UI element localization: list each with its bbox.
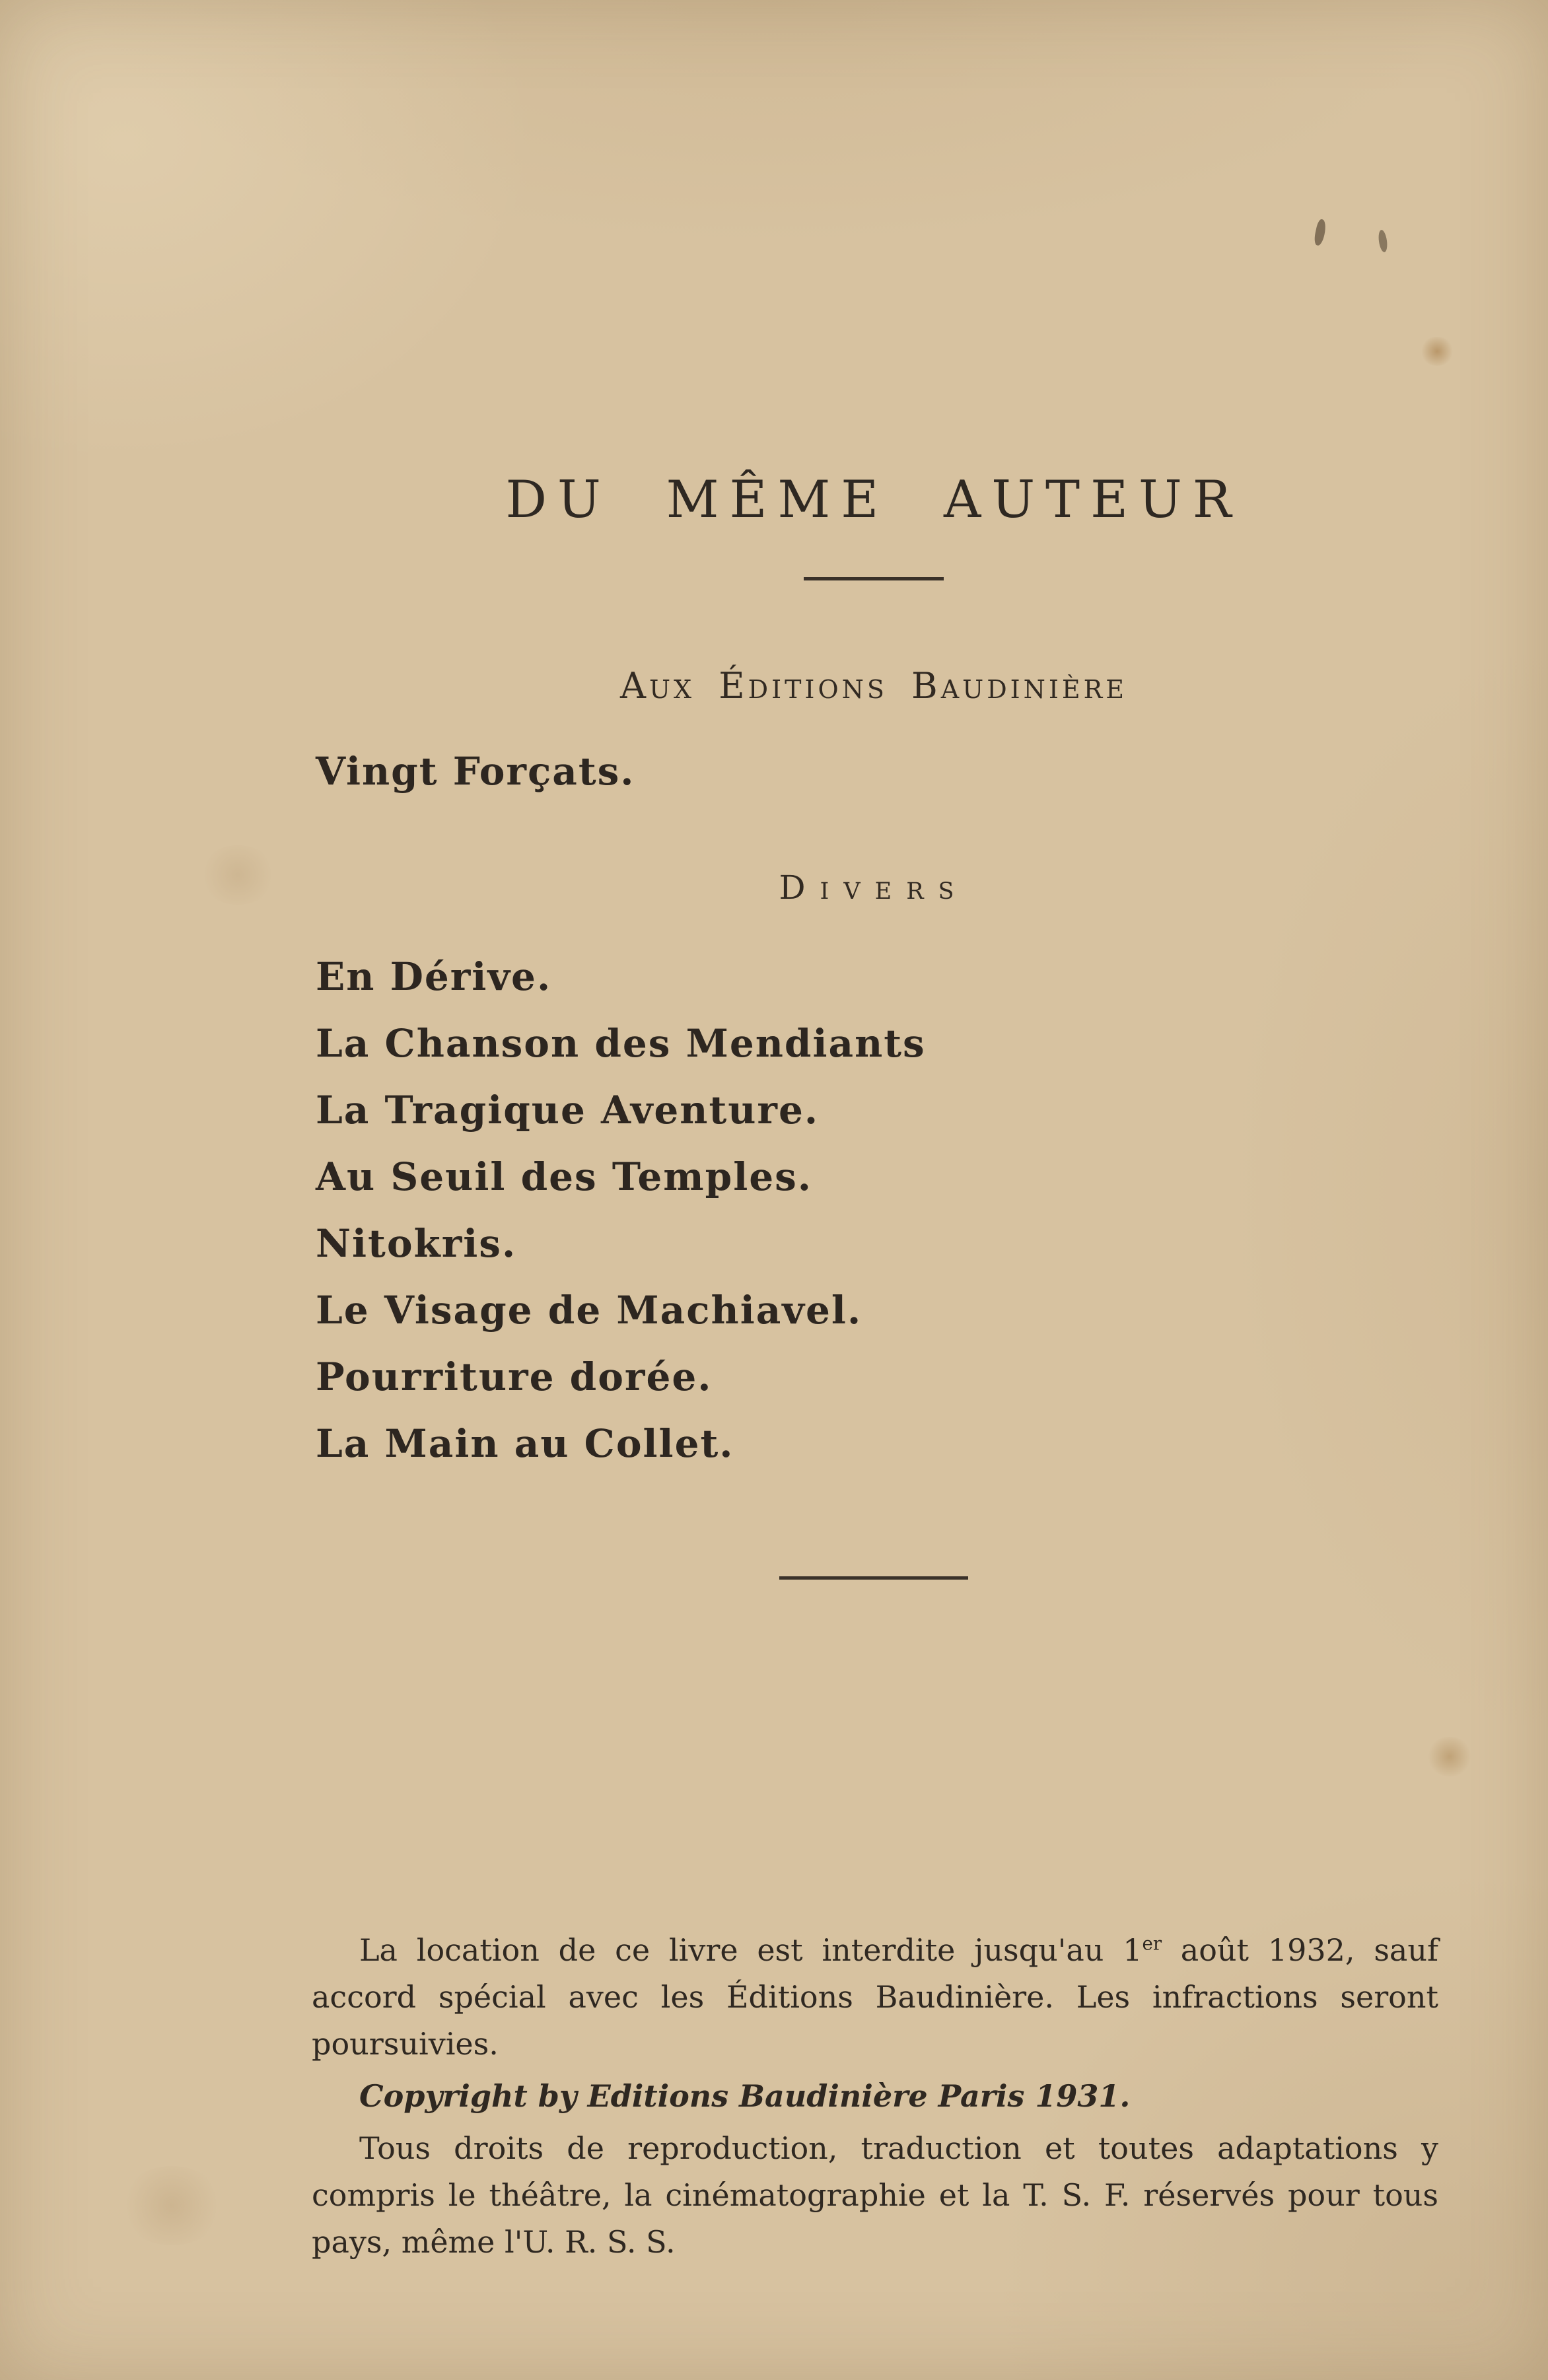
rental-restriction-text-after: août 1932, sauf accord spécial avec les Éditions Baudinière. Les infractions seront poursuivies. xyxy=(312,1932,1439,2062)
copyright-notice: Copyright by Editions Baudinière Paris 1931. xyxy=(359,2078,1131,2114)
book-item: Pourriture dorée. xyxy=(316,1354,713,1399)
legal-notices xyxy=(312,1927,1438,2266)
rights-reserved-notice: Tous droits de reproduction, traduction et toutes adaptations y compris le théâtre, la cinématographie et la T. S. F. réservés pour tous pays, même l'U. R. S. S. xyxy=(312,2130,1438,2260)
rental-restriction-text-before: La location de ce livre est interdite jusqu'au 1 xyxy=(359,1932,1143,1968)
book-item: Nitokris. xyxy=(316,1221,517,1266)
page-title: DU MÊME AUTEUR xyxy=(505,470,1242,530)
book-item: En Dérive. xyxy=(316,954,552,999)
section-heading-divers: Divers xyxy=(779,868,969,907)
book-item: La Tragique Aventure. xyxy=(316,1088,820,1133)
book-item: Le Visage de Machiavel. xyxy=(316,1288,862,1333)
publisher-book-item: Vingt Forçats. xyxy=(316,749,635,794)
divider-top xyxy=(804,577,944,580)
paper-stain xyxy=(1426,1737,1473,1776)
book-item: La Chanson des Mendiants xyxy=(316,1021,926,1066)
paper-stain xyxy=(119,2166,225,2245)
paper-stain xyxy=(198,845,277,905)
rental-restriction-notice xyxy=(312,1927,1438,2068)
book-item: Au Seuil des Temples. xyxy=(316,1154,812,1199)
book-list xyxy=(316,944,1432,1477)
publisher-book-list xyxy=(316,738,1432,805)
book-item: La Main au Collet. xyxy=(316,1421,734,1466)
page-content xyxy=(316,0,1432,1580)
publisher-heading: Aux Éditions Baudinière xyxy=(619,665,1128,707)
divider-bottom xyxy=(779,1576,968,1580)
ordinal-superscript: er xyxy=(1142,1932,1162,1955)
